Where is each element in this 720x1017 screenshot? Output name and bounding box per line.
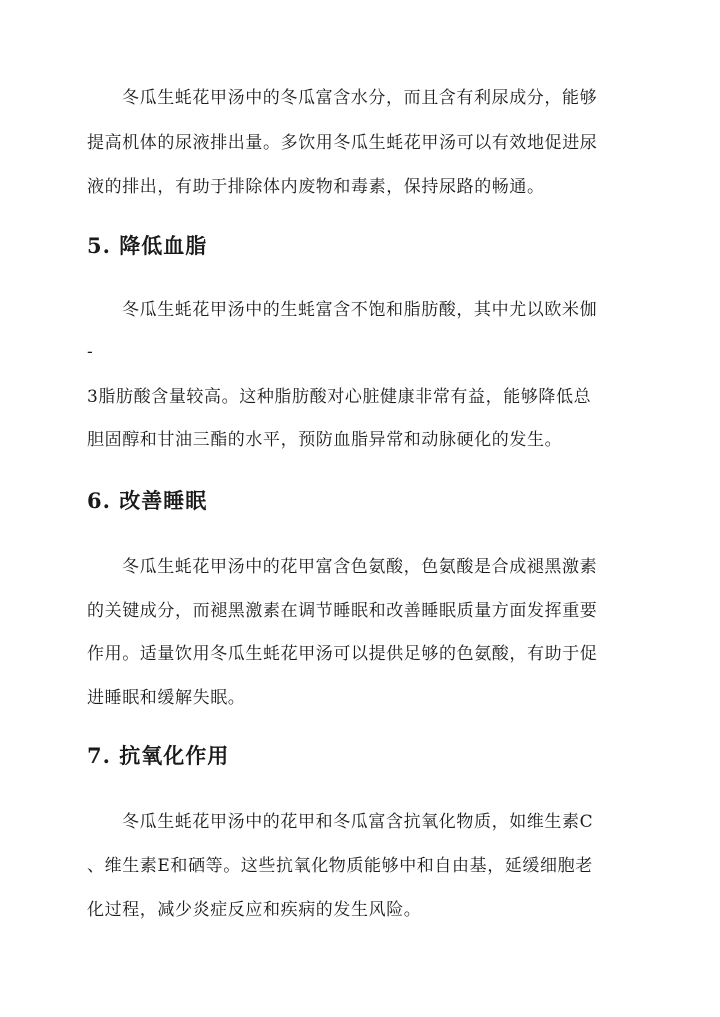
section-heading-antioxidant: 7. 抗氧化作用 bbox=[87, 743, 230, 768]
paragraph-line: 冬瓜生蚝花甲汤中的花甲富含色氨酸，色氨酸是合成褪黑激素 bbox=[122, 557, 598, 577]
section-heading-improve-sleep: 6. 改善睡眠 bbox=[87, 488, 208, 513]
paragraph-line: 的关键成分，而褪黑激素在调节睡眠和改善睡眠质量方面发挥重要 bbox=[87, 601, 598, 621]
paragraph-line: 冬瓜生蚝花甲汤中的花甲和冬瓜富含抗氧化物质，如维生素C bbox=[122, 812, 594, 832]
paragraph-line: 进睡眠和缓解失眠。 bbox=[87, 688, 246, 708]
paragraph-line: 胆固醇和甘油三酯的水平，预防血脂异常和动脉硬化的发生。 bbox=[87, 430, 563, 450]
paragraph-line: 冬瓜生蚝花甲汤中的冬瓜富含水分，而且含有利尿成分，能够 bbox=[122, 88, 598, 108]
paragraph-line: 提高机体的尿液排出量。多饮用冬瓜生蚝花甲汤可以有效地促进尿 bbox=[87, 133, 598, 153]
paragraph-line: 3脂肪酸含量较高。这种脂肪酸对心脏健康非常有益，能够降低总 bbox=[87, 387, 592, 407]
paragraph-line: - bbox=[87, 342, 94, 362]
paragraph-line: 冬瓜生蚝花甲汤中的生蚝富含不饱和脂肪酸，其中尤以欧米伽 bbox=[122, 300, 598, 320]
paragraph-line: 、维生素E和硒等。这些抗氧化物质能够中和自由基，延缓细胞老 bbox=[87, 856, 593, 876]
paragraph-line: 化过程，减少炎症反应和疾病的发生风险。 bbox=[87, 900, 422, 920]
paragraph-line: 作用。适量饮用冬瓜生蚝花甲汤可以提供足够的色氨酸，有助于促 bbox=[87, 644, 598, 664]
section-heading-lower-lipids: 5. 降低血脂 bbox=[87, 233, 208, 258]
paragraph-line: 液的排出，有助于排除体内废物和毒素，保持尿路的畅通。 bbox=[87, 177, 545, 197]
